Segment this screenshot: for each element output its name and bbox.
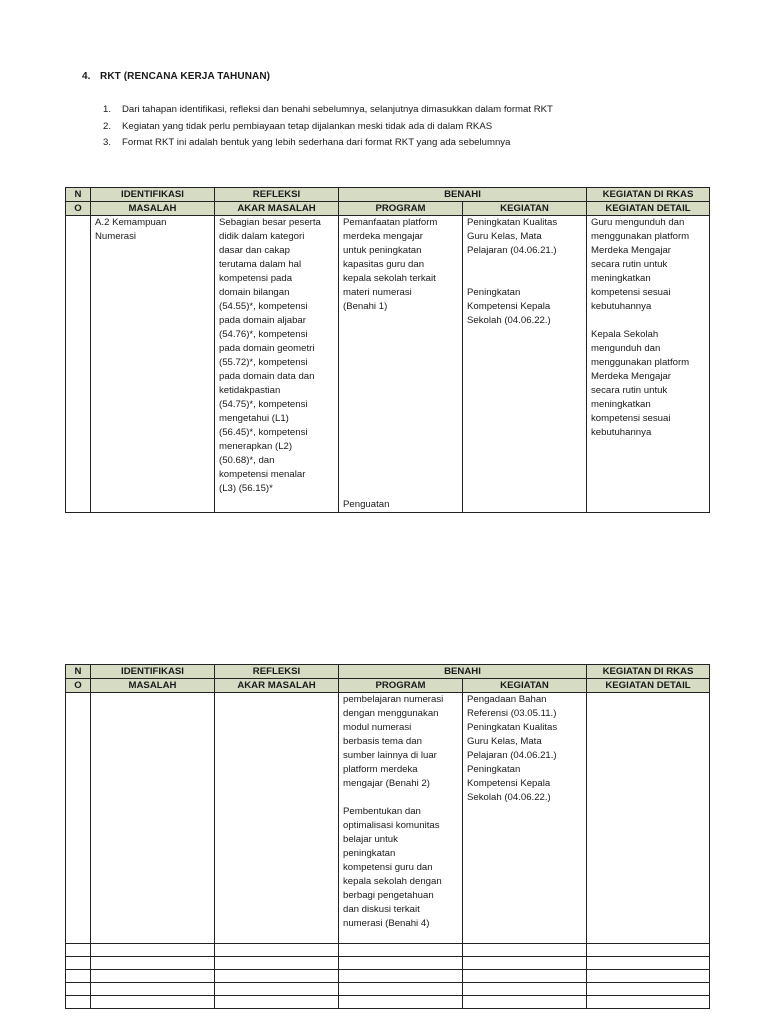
program-text: Pemanfaatan platform merdeka mengajar untuk peningkatan kapasitas guru dan kepala sekolah terkait materi numerasi (Benahi 1)	[343, 217, 438, 312]
akar-masalah-cell	[215, 693, 339, 944]
rkt-table-1	[65, 187, 710, 513]
header-kegiatan-detail: KEGIATAN DETAIL	[587, 202, 710, 216]
header-program: PROGRAM	[339, 679, 463, 693]
header-refleksi: REFLEKSI	[215, 665, 339, 679]
program-footer-text: Penguatan	[343, 499, 390, 510]
table-row	[66, 216, 710, 513]
header-no: O	[66, 679, 91, 693]
kegiatan-cell	[463, 216, 587, 513]
header-identifikasi: IDENTIFIKASI	[91, 188, 215, 202]
note-number: 2.	[103, 120, 112, 132]
table-row	[66, 693, 710, 944]
note-number: 3.	[103, 137, 112, 148]
table-subheader-row	[66, 679, 710, 693]
header-kegiatan: KEGIATAN	[463, 679, 587, 693]
akar-masalah-text: Sebagian besar peserta didik dalam kategori dasar dan cakap terutama dalam hal kompetensi pada domain bilangan (54.55)*, kompetensi pada domain aljabar (54.76)*, kompetensi pada domain geometri (55.72)*, kompetensi pada domain data dan ketidakpastian (54.75)*, kompetensi mengetahui (L1) (56.45)*, kompetensi menerapkan (L2) (50.68)*, dan kompetensi menalar (L3) (56.15)*	[219, 217, 321, 494]
header-benahi: BENAHI	[339, 665, 587, 679]
detail-text-1: Guru mengunduh dan menggunakan platform Merdeka Mengajar secara rutin untuk meningkatkan kompetensi sesuai kebutuhannya	[591, 217, 690, 312]
note-item	[103, 102, 553, 119]
note-item	[103, 135, 553, 152]
program-cell	[339, 693, 463, 944]
program-text-1: pembelajaran numerasi dengan menggunakan modul numerasi berbasis tema dan sumber lainnya di luar platform merdeka mengajar (Benahi 2)	[343, 694, 444, 789]
section-title: RKT (RENCANA KERJA TAHUNAN)	[100, 71, 271, 82]
table-subheader-row	[66, 202, 710, 216]
note-text: Format RKT ini adalah bentuk yang lebih sederhana dari format RKT yang ada sebelumnya	[122, 137, 511, 148]
masalah-cell	[91, 216, 215, 513]
program-text-2: Pembentukan dan optimalisasi komunitas belajar untuk peningkatan kompetensi guru dan kepala sekolah dengan berbagi pengetahuan dan diskusi terkait numerasi (Benahi 4)	[343, 806, 442, 929]
header-akar-masalah: AKAR MASALAH	[215, 202, 339, 216]
header-kegiatan: KEGIATAN	[463, 202, 587, 216]
header-kegiatan-detail: KEGIATAN DETAIL	[587, 679, 710, 693]
kegiatan-detail-cell	[587, 693, 710, 944]
empty-table-row	[66, 970, 710, 983]
note-number: 1.	[103, 104, 112, 115]
rkt-table-2	[65, 664, 710, 1009]
empty-table-row	[66, 996, 710, 1009]
note-text: Dari tahapan identifikasi, refleksi dan benahi sebelumnya, selanjutnya dimasukkan dalam format RKT	[122, 104, 553, 115]
kegiatan-cell	[463, 693, 587, 944]
header-kegiatan-rkas: KEGIATAN DI RKAS	[587, 665, 710, 679]
akar-masalah-cell	[215, 216, 339, 513]
notes-list	[103, 102, 553, 152]
note-text: Kegiatan yang tidak perlu pembiayaan tetap dijalankan meski tidak ada di dalam RKAS	[122, 120, 493, 132]
header-akar-masalah: AKAR MASALAH	[215, 679, 339, 693]
kegiatan-text-1: Peningkatan Kualitas Guru Kelas, Mata Pelajaran (04.06.21.)	[467, 217, 558, 256]
note-item	[103, 119, 553, 136]
masalah-text: A.2 Kemampuan Numerasi	[95, 217, 167, 242]
detail-text-2: Kepala Sekolah mengunduh dan menggunakan platform Merdeka Mengajar secara rutin untuk meningkatkan kompetensi sesuai kebutuhannya	[591, 329, 690, 438]
header-no: N	[66, 188, 91, 202]
header-masalah: MASALAH	[91, 679, 215, 693]
row-number-cell	[66, 693, 91, 944]
header-no: O	[66, 202, 91, 216]
header-no: N	[66, 665, 91, 679]
program-cell	[339, 216, 463, 513]
table-header-row	[66, 188, 710, 202]
empty-table-row	[66, 957, 710, 970]
kegiatan-text-2: Peningkatan Kompetensi Kepala Sekolah (04.06.22.)	[467, 287, 551, 326]
kegiatan-text: Pengadaan Bahan Referensi (03.05.11.) Peningkatan Kualitas Guru Kelas, Mata Pelajaran (04.06.21.) Peningkatan Kompetensi Kepala Sekolah (04.06.22.)	[467, 694, 558, 803]
header-program: PROGRAM	[339, 202, 463, 216]
kegiatan-detail-cell	[587, 216, 710, 513]
masalah-cell	[91, 693, 215, 944]
header-kegiatan-rkas: KEGIATAN DI RKAS	[587, 188, 710, 202]
table-header-row	[66, 665, 710, 679]
header-refleksi: REFLEKSI	[215, 188, 339, 202]
section-heading	[82, 71, 270, 82]
section-number: 4.	[82, 71, 91, 82]
header-benahi: BENAHI	[339, 188, 587, 202]
empty-table-row	[66, 944, 710, 957]
header-masalah: MASALAH	[91, 202, 215, 216]
header-identifikasi: IDENTIFIKASI	[91, 665, 215, 679]
empty-table-row	[66, 983, 710, 996]
row-number-cell	[66, 216, 91, 513]
